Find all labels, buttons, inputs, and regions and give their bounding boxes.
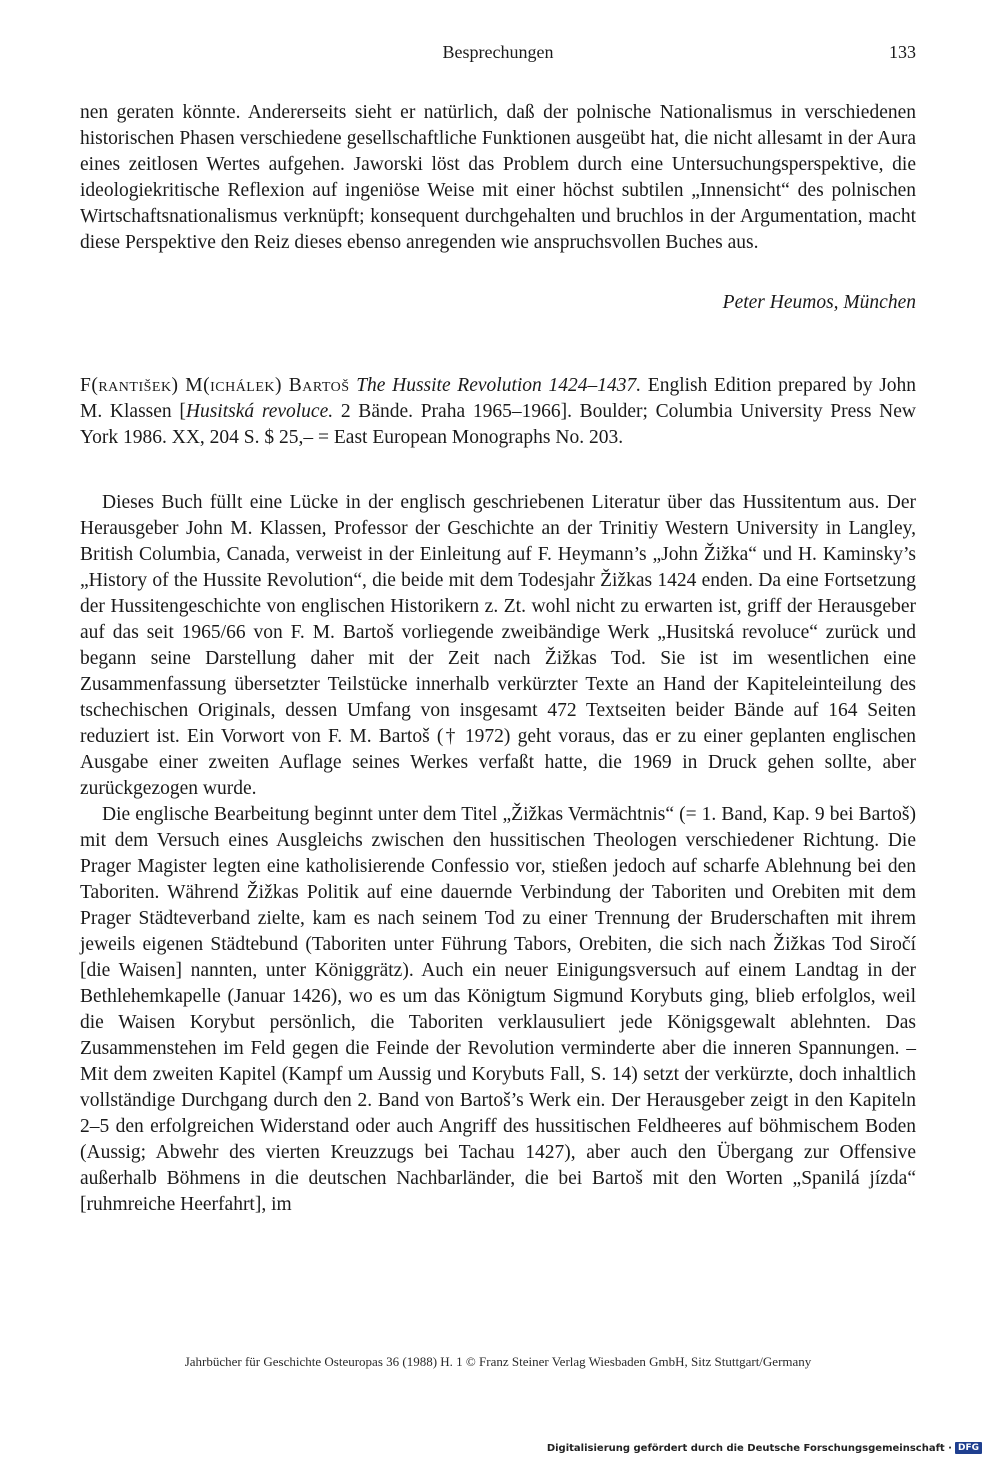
reviewer-signature: Peter Heumos, München (722, 292, 916, 313)
body-paragraph: Die englische Bearbeitung beginnt unter dem Titel „Žižkas Vermächtnis“ (= 1. Band, Kap. 9 bei Bartoš) mit dem Versuch eines Ausgleichs zwischen den hussitischen Theologen verschiedener Richtung. Die Prager Magister legten eine katholisierende Confessio vor, stießen jedoch auf scharfe Ablehnung bei den Taboriten. Während Žižkas Politik auf eine dauernde Verbindung der Taboriten und Orebiten mit dem Prager Städteverband zielte, kam es nach seinem Tod zu einer Trennung der Bruderschaften mit ihrem jeweils eigenen Städtebund (Taboriten unter Führung Tabors, Orebiten, die sich nach Žižkas Tod Siročí [die Waisen] nannten, unter Königgrätz). Auch ein neuer Einigungsversuch auf einem Landtag in der Bethlehemkapelle (Januar 1426), wo es um das Königtum Sigmund Korybuts ging, blieb erfolglos, weil die Waisen Korybut persönlich, die Taboriten verklausuliert jede Königsgewalt ablehnten. Das Zusammenstehen im Feld gegen die Feinde der Revolution verminderte aber die inneren Spannungen. – Mit dem zweiten Kapitel (Kampf um Aussig und Korybuts Fall, S. 14) setzt der verkürzte, doch inhaltlich vollständige Durchgang durch den 2. Band von Bartoš’s Werk ein. Der Herausgeber zeigt in den Kapiteln 2–5 den erfolgreichen Widerstand oder auch Angriff des hussitischen Feldheeres auf böhmischem Boden (Aussig; Abwehr des vierten Kreuzzugs bei Tachau 1427), aber auch den Übergang zur Offensive außerhalb Böhmens in die deutschen Nachbarländer, die bei Bartoš mit den Worten „Spanilá jízda“ [ruhmreiche Heerfahrt], im (80, 804, 916, 1215)
body-paragraph: Dieses Buch füllt eine Lücke in der englisch geschriebenen Literatur über das Hussitentum aus. Der Herausgeber John M. Klassen, Professor der Geschichte an der Trinitiy Western University in Langley, British Columbia, Canada, verweist in der Einleitung auf F. Heymann’s „John Žižka“ und H. Kaminsky’s „History of the Hussite Revolution“, die beide mit dem Todesjahr Žižkas 1424 enden. Da eine Fortsetzung der Hussitengeschichte von englischen Historikern z. Zt. wohl nicht zu erwarten ist, griff der Herausgeber auf das seit 1965/66 von F. M. Bartoš vorliegende zweibändige Werk „Husitská revoluce“ zurück und begann seine Darstellung daher mit der Zeit nach Žižkas Tod. Sie ist im wesentlichen eine Zusammenfassung übersetzter Teilstücke innerhalb verkürzter Texte an Hand der Kapiteleinteilung des tschechischen Originals, dessen Umfang von insgesamt 472 Textseiten beider Bände auf 164 Seiten reduziert ist. Ein Vorwort von F. M. Bartoš († 1972) geht voraus, das er zu einer geplanten englischen Ausgabe einer zweiten Auflage seines Werkes verfaßt hatte, die 1969 in Druck gehen sollte, aber zurückgezogen wurde. (80, 492, 916, 799)
citation-author-middle: M(ichálek) (185, 375, 283, 396)
citation-title: The Hussite Revolution 1424–1437. (356, 375, 642, 396)
dfg-logo: DFG (955, 1442, 982, 1454)
citation-author-last: Bartoš (288, 375, 350, 396)
page-number: 133 (889, 42, 916, 62)
digitization-credit (547, 1442, 982, 1454)
citation-details: 2 Bände. Praha 1965–1966]. Boulder; Columbia University Press New York 1986. XX, 204 S. $ 25,– = East European Monographs No. 203. (80, 401, 916, 448)
citation-author-first: F(rantišek) (80, 375, 179, 396)
previous-review-ending (80, 100, 916, 256)
previous-review-paragraph: nen geraten könnte. Andererseits sieht er natürlich, daß der polnische Nationalismus in verschiedenen historischen Phasen verschiedene gesellschaftliche Funktionen ausgeübt hat, die nicht allesamt in der Aura eines zeitlosen Wertes aufgehen. Jaworski löst das Problem durch eine Untersuchungsperspektive, die ideologiekritische Reflexion auf ingeniöse Weise mit einer höchst subtilen „Innensicht“ des polnischen Wirtschaftsnationalismus verknüpft; konsequent durchgehalten und bruchlos in der Argumentation, macht diese Perspektive den Reiz dieses ebenso anregenden wie anspruchsvollen Buches aus. (80, 102, 916, 253)
citation-original-title: Husitská revoluce. (185, 401, 334, 422)
running-head (80, 42, 916, 70)
citation-edition: English Edition prepared by John M. Klassen [ (80, 375, 917, 422)
journal-footer: Jahrbücher für Geschichte Osteuropas 36 (1988) H. 1 © Franz Steiner Verlag Wiesbaden GmbH, Sitz Stuttgart/Germany (184, 1354, 812, 1369)
running-head-title: Besprechungen (442, 42, 554, 62)
digitization-credit-text: Digitalisierung gefördert durch die Deutsche Forschungsgemeinschaft · (546, 1442, 952, 1454)
review-body (80, 490, 916, 1218)
review-citation (80, 373, 916, 451)
